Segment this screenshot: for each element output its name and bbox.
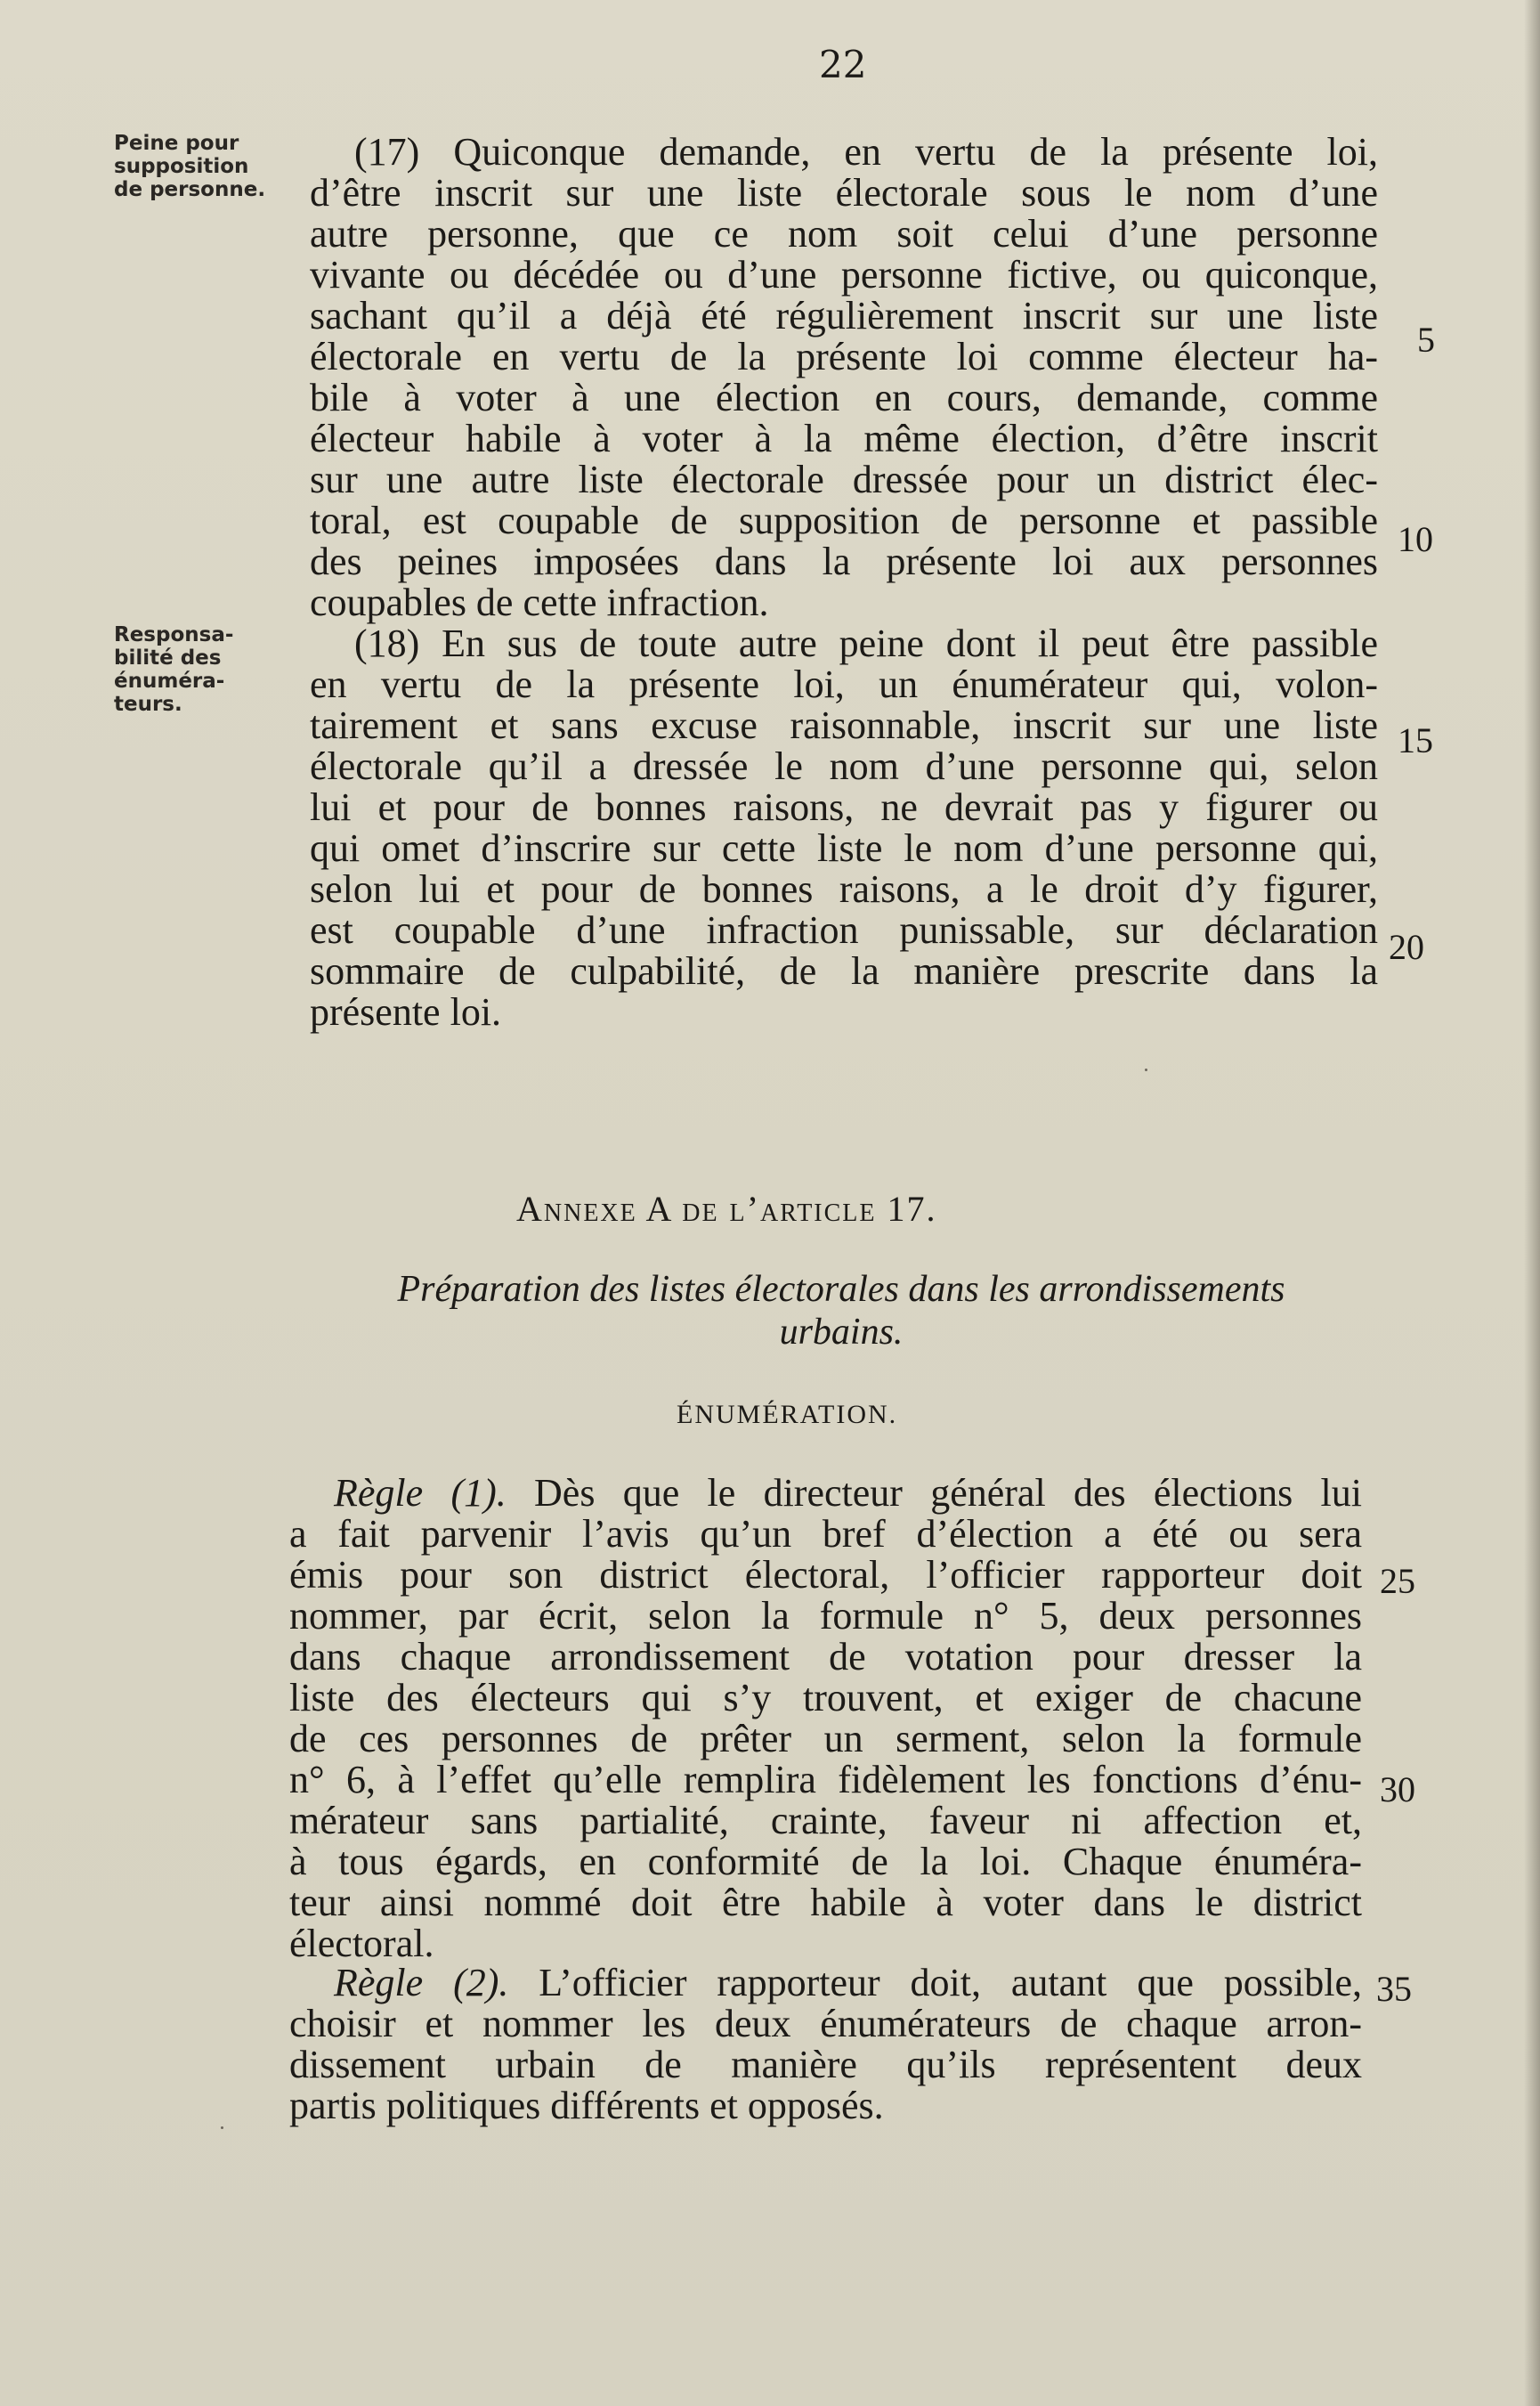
annex-subtitle-line: urbains. bbox=[779, 1312, 904, 1353]
paragraph-line: liste des électeurs qui s’y trouvent, et exiger de chacune bbox=[289, 1676, 1362, 1719]
line-number-5: 5 bbox=[1417, 320, 1435, 360]
paragraph-line: sachant qu’il a déjà été régulièrement inscrit sur une liste bbox=[310, 294, 1378, 337]
line-number-30: 30 bbox=[1380, 1769, 1415, 1809]
page-number: 22 bbox=[819, 43, 867, 86]
regle-1-label: Règle (1). bbox=[334, 1471, 507, 1515]
margin-note-line: énuméra- bbox=[114, 670, 225, 693]
paragraph-line: selon lui et pour de bonnes raisons, a le droit d’y figurer, bbox=[310, 867, 1378, 911]
margin-note-line: de personne. bbox=[114, 178, 266, 201]
regle-1-paragraph bbox=[289, 1473, 1362, 1964]
paragraph-line: électoral. bbox=[289, 1922, 434, 1965]
line-number-10: 10 bbox=[1398, 519, 1433, 559]
paragraph-line: en vertu de la présente loi, un énumérateur qui, volon- bbox=[310, 662, 1378, 706]
paragraph-line: électorale en vertu de la présente loi comme électeur ha- bbox=[310, 335, 1378, 378]
paragraph-line: (18) En sus de toute autre peine dont il peut être passible bbox=[354, 622, 1378, 665]
paragraph-line bbox=[289, 1473, 1362, 1514]
paragraph-line: bile à voter à une élection en cours, demande, comme bbox=[310, 376, 1378, 419]
paragraph-line: nommer, par écrit, selon la formule n° 5, deux personnes bbox=[289, 1594, 1362, 1638]
paragraph-line: d’être inscrit sur une liste électorale sous le nom d’une bbox=[310, 171, 1378, 215]
paragraph-line: partis politiques différents et opposés. bbox=[289, 2084, 884, 2127]
regle-2-label: Règle (2). bbox=[334, 1961, 509, 2004]
regle-2-first-line: L’officier rapporteur doit, autant que possible, bbox=[508, 1961, 1362, 2004]
paragraph-line: n° 6, à l’effet qu’elle remplira fidèlement les fonctions d’énu- bbox=[289, 1758, 1362, 1801]
margin-note-line: Peine pour bbox=[114, 132, 239, 155]
margin-note-supposition bbox=[114, 132, 292, 201]
section-heading-enumeration: ÉNUMÉRATION. bbox=[677, 1400, 898, 1429]
paragraph-line: dans chaque arrondissement de votation pour dresser la bbox=[289, 1635, 1362, 1679]
line-number-15: 15 bbox=[1398, 720, 1433, 760]
margin-note-line: supposition bbox=[114, 155, 249, 178]
paragraph-line: a fait parvenir l’avis qu’un bref d’élection a été ou sera bbox=[289, 1512, 1362, 1556]
paragraph-line: dissement urbain de manière qu’ils représentent deux bbox=[289, 2043, 1362, 2086]
paragraph-line: présente loi. bbox=[310, 990, 502, 1034]
section-18-paragraph bbox=[310, 623, 1378, 1033]
page-edge-shadow bbox=[1524, 0, 1540, 2406]
paragraph-line: lui et pour de bonnes raisons, ne devrait pas y figurer ou bbox=[310, 785, 1378, 829]
margin-note-responsabilite bbox=[114, 623, 292, 716]
line-number-25: 25 bbox=[1380, 1561, 1415, 1601]
paragraph-line: électorale qu’il a dressée le nom d’une personne qui, selon bbox=[310, 744, 1378, 788]
line-number-35: 35 bbox=[1376, 1969, 1412, 2009]
paragraph-line: émis pour son district électoral, l’officier rapporteur doit bbox=[289, 1553, 1362, 1597]
paragraph-line: vivante ou décédée ou d’une personne fictive, ou quiconque, bbox=[310, 253, 1378, 297]
paragraph-line bbox=[289, 1963, 1362, 2004]
annex-subtitle bbox=[338, 1268, 1344, 1353]
paragraph-line: sur une autre liste électorale dressée pour un district élec- bbox=[310, 458, 1378, 501]
paragraph-line: choisir et nommer les deux énumérateurs de chaque arron- bbox=[289, 2002, 1362, 2045]
section-17-paragraph bbox=[310, 132, 1378, 623]
annex-heading: Annexe A de l’article 17. bbox=[516, 1189, 937, 1229]
paragraph-line: qui omet d’inscrire sur cette liste le nom d’une personne qui, bbox=[310, 826, 1378, 870]
margin-note-line: bilité des bbox=[114, 646, 222, 670]
paragraph-line: tairement et sans excuse raisonnable, inscrit sur une liste bbox=[310, 703, 1378, 747]
paragraph-line: sommaire de culpabilité, de la manière prescrite dans la bbox=[310, 949, 1378, 993]
regle-1-first-line: Dès que le directeur général des élections lui bbox=[506, 1471, 1362, 1515]
paragraph-line: (17) Quiconque demande, en vertu de la présente loi, bbox=[354, 130, 1378, 174]
paragraph-line: des peines imposées dans la présente loi aux personnes bbox=[310, 540, 1378, 583]
margin-note-line: teurs. bbox=[114, 693, 182, 716]
paragraph-line: à tous égards, en conformité de la loi. Chaque énuméra- bbox=[289, 1840, 1362, 1883]
paragraph-line: autre personne, que ce nom soit celui d’une personne bbox=[310, 212, 1378, 256]
paragraph-line: coupables de cette infraction. bbox=[310, 581, 769, 624]
print-speck bbox=[221, 2126, 223, 2129]
paragraph-line: de ces personnes de prêter un serment, selon la formule bbox=[289, 1717, 1362, 1760]
print-speck bbox=[1145, 1069, 1147, 1071]
line-number-20: 20 bbox=[1389, 927, 1424, 967]
paragraph-line: électeur habile à voter à la même élection, d’être inscrit bbox=[310, 417, 1378, 460]
margin-note-line: Responsa- bbox=[114, 623, 234, 646]
regle-2-paragraph bbox=[289, 1963, 1362, 2126]
paragraph-line: est coupable d’une infraction punissable, sur déclaration bbox=[310, 908, 1378, 952]
paragraph-line: teur ainsi nommé doit être habile à voter dans le district bbox=[289, 1881, 1362, 1924]
annex-subtitle-line: Préparation des listes électorales dans les arrondissements bbox=[397, 1269, 1285, 1310]
paragraph-line: mérateur sans partialité, crainte, faveur ni affection et, bbox=[289, 1799, 1362, 1842]
paragraph-line: toral, est coupable de supposition de personne et passible bbox=[310, 499, 1378, 542]
